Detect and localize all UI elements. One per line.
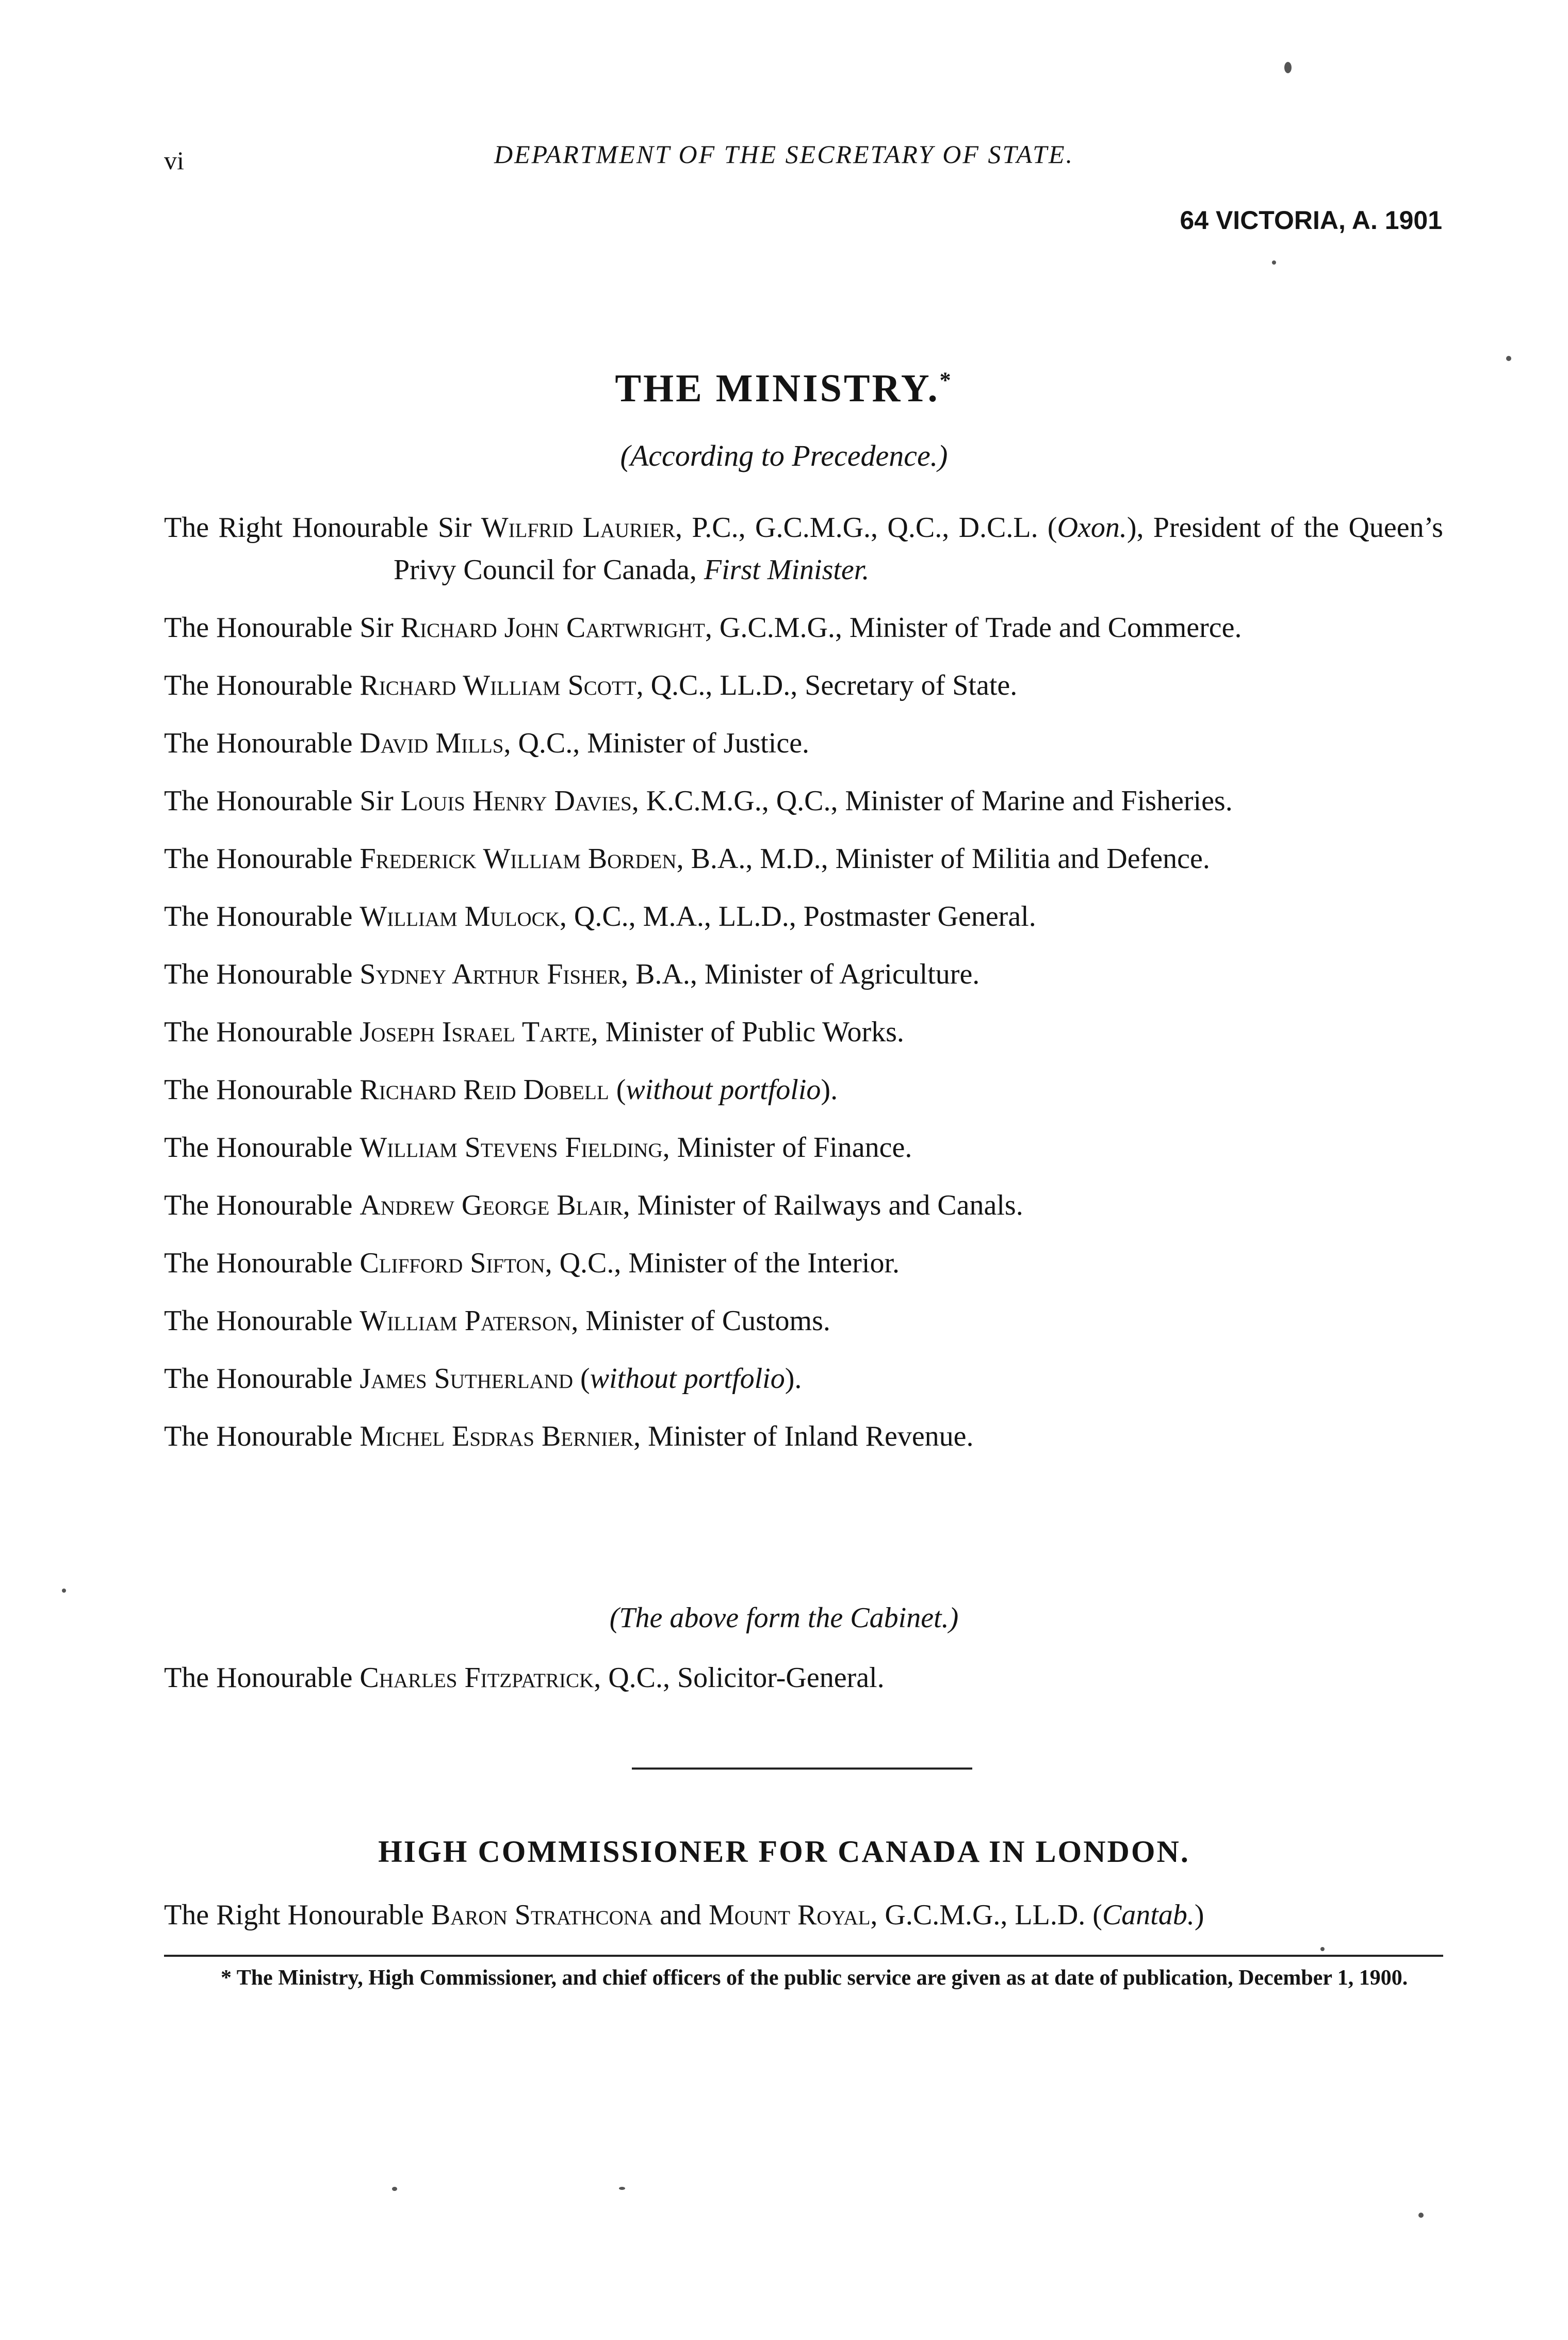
entry-details: , Q.C., M.A., LL.D., Postmaster General. [559,901,1036,932]
minister-name: Sydney Arthur Fisher [360,958,622,990]
entry-prefix: The Honourable [164,1662,360,1694]
minister-name: Richard William Scott [360,669,636,701]
entry-prefix: The Honourable [164,1247,360,1279]
entry-details: , Q.C., LL.D., Secretary of State. [636,669,1018,701]
entry-details: , Minister of Public Works. [591,1016,904,1048]
session-tag: 64 VICTORIA, A. 1901 [1180,206,1442,235]
entry-details: , G.C.M.G., LL.D. ( [870,1899,1102,1931]
entry-details: , Minister of Inland Revenue. [633,1420,974,1452]
entry-details: ( [609,1074,626,1106]
cabinet-note: (The above form the Cabinet.) [609,1602,959,1634]
ministry-list [164,506,1443,1473]
solicitor-general-entry [164,1657,1443,1699]
entry-details: ( [573,1363,590,1395]
ministry-subtitle: (According to Precedence.) [620,439,948,472]
entry-note-2: First Minister. [704,554,870,586]
ministry-entry [164,780,1443,822]
ministry-entry [164,1357,1443,1400]
footnote-divider [164,1955,1443,1957]
entry-prefix: The Honourable Sir [164,785,401,817]
entry-note: without portfolio [590,1363,785,1395]
entry-prefix: The Honourable [164,1016,360,1048]
entry-details: , P.C., G.C.M.G., Q.C., D.C.L. ( [675,512,1057,544]
entry-prefix: The Honourable [164,669,360,701]
minister-name: Michel Esdras Bernier [360,1420,634,1452]
ministry-entry [164,722,1443,764]
ministry-entry [164,1011,1443,1053]
entry-prefix: The Honourable [164,1420,360,1452]
entry-rest: ), President of the Queen’s Privy Council for Canada, [394,512,1443,586]
commissioner-title-name-2: Mount Royal [708,1899,871,1931]
minister-name: Wilfrid Laurier [481,512,675,544]
minister-name: Louis Henry Davies [400,785,632,817]
minister-name: Charles Fitzpatrick [360,1662,594,1694]
minister-name: James Sutherland [360,1363,574,1395]
minister-name: David Mills [360,727,504,759]
minister-name: Richard Reid Dobell [360,1074,609,1106]
footnote [164,1965,1443,1991]
ministry-entry [164,664,1443,707]
entry-rest: ) [1194,1899,1204,1931]
entry-prefix: The Honourable [164,1074,360,1106]
high-commissioner-title: HIGH COMMISSIONER FOR CANADA IN LONDON. [378,1835,1190,1869]
entry-details: , K.C.M.G., Q.C., Minister of Marine and Fisheries. [631,785,1233,817]
minister-name: Clifford Sifton [360,1247,545,1279]
entry-prefix: The Honourable [164,843,360,875]
minister-name: William Stevens Fielding [360,1132,663,1164]
minister-name: William Paterson [360,1305,571,1337]
ministry-entry [164,838,1443,880]
commissioner-title-name: Baron Strathcona [431,1899,653,1931]
entry-note: without portfolio [626,1074,821,1106]
section-divider [632,1768,972,1770]
ministry-entry [164,1126,1443,1169]
entry-note: Oxon. [1057,512,1127,544]
high-commissioner-entry [164,1894,1443,1936]
ministry-title [0,366,1568,411]
entry-prefix: The Right Honourable Sir [164,512,481,544]
ministry-title-text: THE MINISTRY. [615,367,940,410]
minister-name: William Mulock [360,901,560,932]
entry-prefix: The Honourable [164,1132,360,1164]
entry-prefix: The Honourable [164,901,360,932]
minister-name: Frederick William Borden [360,843,677,875]
page-number: vi [164,146,184,175]
minister-name: Richard John Cartwright [400,612,705,644]
running-header: DEPARTMENT OF THE SECRETARY OF STATE. [494,140,1074,169]
entry-note: Cantab. [1102,1899,1195,1931]
entry-prefix: The Honourable [164,727,360,759]
ministry-entry [164,1415,1443,1458]
entry-rest: ). [785,1363,802,1395]
entry-prefix: The Honourable [164,1189,360,1221]
ministry-entry [164,607,1443,649]
ministry-entry [164,506,1443,591]
minister-name: Joseph Israel Tarte [360,1016,591,1048]
footnote-text: The Ministry, High Commissioner, and chief officers of the public service are given as at date of publication, December 1, 1900. [232,1966,1408,1990]
entry-prefix: The Honourable [164,958,360,990]
entry-details: , B.A., M.D., Minister of Militia and Defence. [676,843,1210,875]
entry-details: , G.C.M.G., Minister of Trade and Commerce. [705,612,1242,644]
entry-details: , B.A., Minister of Agriculture. [621,958,980,990]
ministry-entry [164,895,1443,938]
minister-name: Andrew George Blair [360,1189,623,1221]
entry-details: , Q.C., Minister of the Interior. [545,1247,900,1279]
ministry-entry [164,1184,1443,1226]
footnote-mark: * [221,1966,232,1990]
ministry-entry [164,1069,1443,1111]
entry-prefix: The Honourable [164,1305,360,1337]
entry-prefix: The Right Honourable [164,1899,431,1931]
entry-prefix: The Honourable Sir [164,612,401,644]
entry-details: , Q.C., Minister of Justice. [503,727,810,759]
entry-details: , Minister of Finance. [662,1132,912,1164]
ministry-entry [164,953,1443,995]
entry-rest: ). [821,1074,838,1106]
entry-join: and [652,1899,709,1931]
entry-details: , Q.C., Solicitor-General. [594,1662,885,1694]
footnote-reference: * [939,367,953,393]
ministry-entry [164,1242,1443,1284]
entry-prefix: The Honourable [164,1363,360,1395]
entry-details: , Minister of Railways and Canals. [623,1189,1023,1221]
ministry-entry [164,1300,1443,1342]
entry-details: , Minister of Customs. [571,1305,830,1337]
